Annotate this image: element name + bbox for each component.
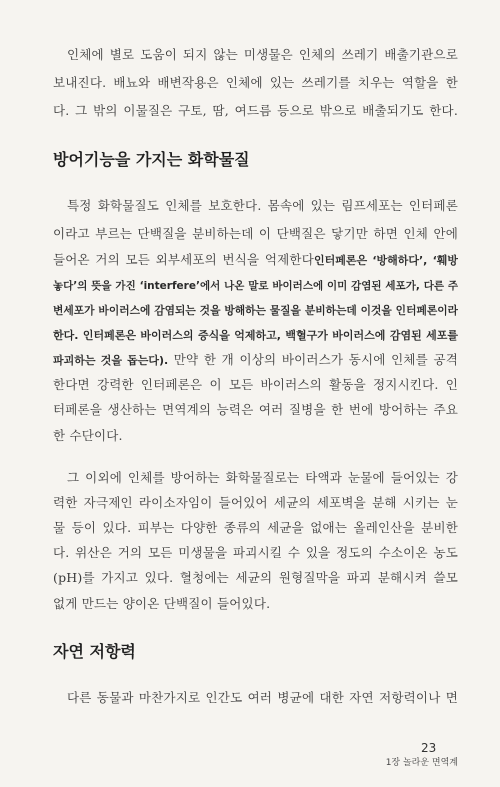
- section-heading: 방어기능을 가지는 화학물질: [53, 150, 250, 169]
- text-line: 이라고 부르는 단백질을 분비하는데 이 단백질은 닿기만 하면 인체 안에: [53, 226, 458, 241]
- text-line: 그 이외에 인체를 방어하는 화학물질로는 타액과 눈물에 들어있는 강: [67, 470, 458, 485]
- text-segment: 만약 한 개 이상의 바이러스가 동시에 인체를 공격: [168, 352, 458, 367]
- text-line: 한다. 인터페론은 바이러스의 증식을 억제하고, 백혈구가 바이러스에 감염된 세포를: [53, 329, 458, 342]
- text-line: 놓다’의 뜻을 가진 ‘interfere’에서 나온 말로 바이러스에 이미 감염된 세포가, 다른 주: [53, 280, 458, 292]
- text-line: 다. 그 밖의 이물질은 구토, 땀, 여드름 등으로 밖으로 배출되기도 한다.: [53, 103, 458, 118]
- text-line: 인체에 별로 도움이 되지 않는 미생물은 인체의 쓰레기 배출기관으로: [67, 47, 458, 62]
- text-line: 한다면 강력한 인터페론은 이 모든 바이러스의 활동을 정지시킨다. 인: [53, 377, 458, 392]
- chapter-title: 1장 놀라운 면역계: [385, 758, 458, 768]
- text-line: [53, 350, 458, 372]
- text-line: 보내진다. 배뇨와 배변작용은 인체에 있는 쓰레기를 치우는 역할을 한: [53, 75, 458, 90]
- text-line: 물 등이 있다. 피부는 다양한 종류의 세균을 없애는 올레인산을 분비한: [53, 520, 458, 535]
- text-line: 없게 만드는 양이온 단백질이 들어있다.: [53, 596, 271, 611]
- text-line: 력한 자극제인 라이소자임이 들어있어 세균의 세포벽을 분해 시키는 눈: [53, 495, 458, 510]
- text-segment: 인터페론은 ‘방해하다’, ‘훼방: [313, 254, 458, 267]
- text-line: (pH)를 가지고 있다. 혈청에는 세균의 원형질막을 파괴 분해시켜 쓸모: [53, 570, 458, 585]
- text-line: 다른 동물과 마찬가지로 인간도 여러 병균에 대한 자연 저항력이나 면: [67, 690, 458, 705]
- text-line: 다. 위산은 거의 모든 미생물을 파괴시킬 수 있을 정도의 수소이온 농도: [53, 545, 458, 560]
- section-heading: 자연 저항력: [53, 642, 136, 661]
- text-line: 특정 화학물질도 인체를 보호한다. 몸속에 있는 림프세포는 인터페론: [67, 198, 458, 213]
- text-segment: 들어온 거의 모든 외부세포의 번식을 억제한다: [53, 252, 314, 267]
- text-segment: 파괴하는 것을 돕는다).: [53, 354, 169, 367]
- text-line: 한 수단이다.: [53, 428, 123, 443]
- text-line: [53, 250, 458, 272]
- text-line: 변세포가 바이러스에 감염되는 것을 방해하는 물질을 분비하는데 이것을 인터페론이라: [53, 304, 458, 317]
- page-number: 23: [421, 741, 437, 755]
- text-line: 터페론을 생산하는 면역계의 능력은 여러 질병을 한 번에 방어하는 주요: [53, 402, 458, 417]
